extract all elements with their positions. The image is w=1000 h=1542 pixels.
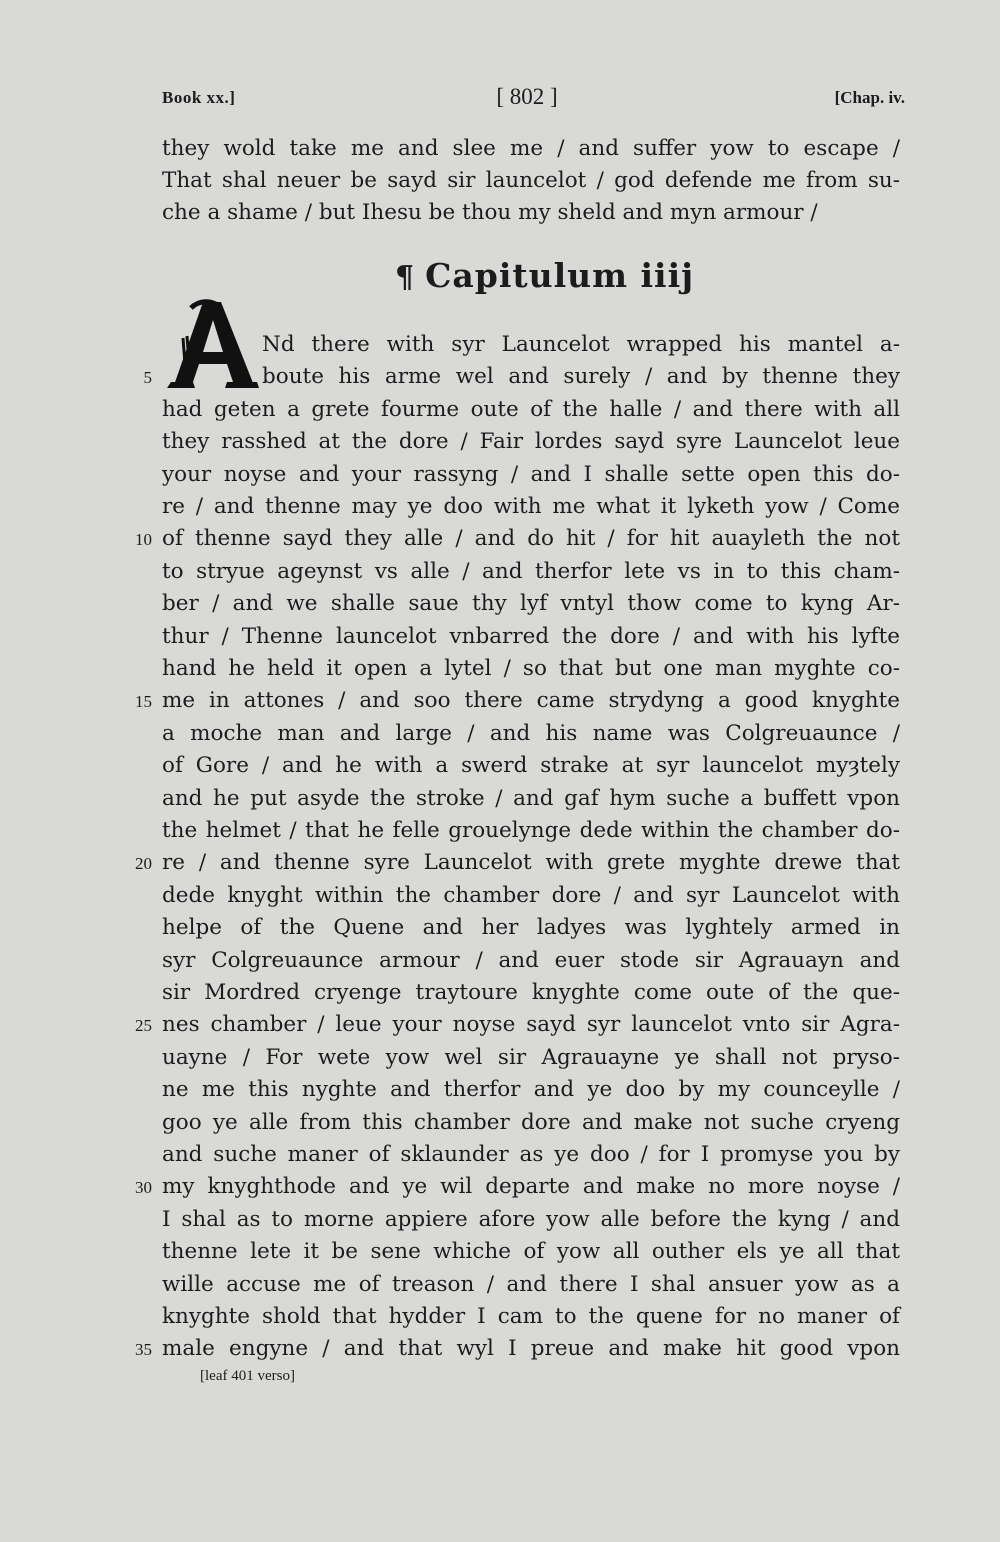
pilcrow-mark: ¶ <box>395 260 416 295</box>
running-head-chapter: [Chap. iv. <box>834 88 905 107</box>
text-line: had geten a grete fourme oute of the halle / and there with all <box>162 396 900 422</box>
line-number: 15 <box>135 692 152 712</box>
text-line: wille accuse me of treason / and there I shal ansuer yow as a <box>162 1271 900 1297</box>
line-number: 25 <box>135 1016 152 1036</box>
running-head-book: Book xx.] <box>162 88 236 107</box>
text-line: That shal neuer be sayd sir launcelot / god defende me from su- <box>162 168 900 193</box>
text-line: thur / Thenne launcelot vnbarred the dore / and with his lyfte <box>162 623 900 649</box>
text-line: knyghte shold that hydder I cam to the quene for no maner of <box>162 1304 900 1329</box>
decorated-initial-a <box>165 298 260 392</box>
text-line: re / and thenne syre Launcelot with grete myghte drewe that <box>162 850 900 876</box>
text-line: ber / and we shalle saue thy lyf vntyl thow come to kyng Ar- <box>162 591 900 617</box>
text-line: of thenne sayd they alle / and do hit / for hit auayleth the not <box>162 526 900 552</box>
text-line: me in attones / and soo there came strydyng a good knyghte <box>162 688 900 714</box>
text-line: nes chamber / leue your noyse sayd syr launcelot vnto sir Agra- <box>162 1012 900 1038</box>
text-line: sir Mordred cryenge traytoure knyghte come oute of the que- <box>162 980 900 1005</box>
text-line: Nd there with syr Launcelot wrapped his mantel a- <box>262 332 900 357</box>
text-line: uayne / For wete yow wel sir Agrauayne ye shall not pryso- <box>162 1044 900 1070</box>
text-line: the helmet / that he felle grouelynge dede within the chamber do- <box>162 818 900 843</box>
text-line: of Gore / and he with a swerd strake at syr launcelot myȝtely <box>162 753 900 779</box>
line-number: 10 <box>135 530 152 550</box>
text-line: and he put asyde the stroke / and gaf hym suche a buffett vpon <box>162 785 900 811</box>
text-line: and suche maner of sklaunder as ye doo / for I promyse you by <box>162 1142 900 1167</box>
chapter-title: Capitulum iiij <box>425 256 695 295</box>
text-line: male engyne / and that wyl I preue and make hit good vpon <box>162 1336 900 1362</box>
text-line: re / and thenne may ye doo with me what it lyketh yow / Come <box>162 494 900 519</box>
text-line: thenne lete it be sene whiche of yow all outher els ye all that <box>162 1239 900 1265</box>
text-line: goo ye alle from this chamber dore and make not suche cryeng <box>162 1109 900 1135</box>
line-number: 30 <box>135 1178 152 1198</box>
text-line: they rasshed at the dore / Fair lordes sayd syre Launcelot leue <box>162 429 900 455</box>
leaf-note: [leaf 401 verso] <box>200 1368 295 1384</box>
page-number: [ 802 ] <box>496 84 558 109</box>
text-line: they wold take me and slee me / and suffer yow to escape / <box>162 136 900 161</box>
text-line: ne me this nyghte and therfor and ye doo by my counceylle / <box>162 1077 900 1103</box>
text-line: che a shame / but Ihesu be thou my sheld and myn armour / <box>162 200 818 225</box>
text-line: to stryue ageynst vs alle / and therfor lete vs in to this cham- <box>162 558 900 584</box>
line-number: 20 <box>135 854 152 874</box>
text-line: your noyse and your rassyng / and I shalle sette open this do- <box>162 461 900 487</box>
text-line: my knyghthode and ye wil departe and make no more noyse / <box>162 1174 900 1200</box>
text-line: helpe of the Quene and her ladyes was lyghtely armed in <box>162 915 900 941</box>
text-line: I shal as to morne appiere afore yow alle before the kyng / and <box>162 1206 900 1232</box>
text-line: dede knyght within the chamber dore / and syr Launcelot with <box>162 882 900 908</box>
chapter-heading <box>395 256 694 295</box>
text-line: syr Colgreuaunce armour / and euer stode sir Agrauayn and <box>162 947 900 973</box>
text-line: boute his arme wel and surely / and by thenne they <box>262 364 900 390</box>
text-line: hand he held it open a lytel / so that but one man myghte co- <box>162 656 900 681</box>
line-number: 35 <box>135 1340 152 1360</box>
line-number: 5 <box>143 368 152 388</box>
text-line: a moche man and large / and his name was Colgreuaunce / <box>162 720 900 746</box>
